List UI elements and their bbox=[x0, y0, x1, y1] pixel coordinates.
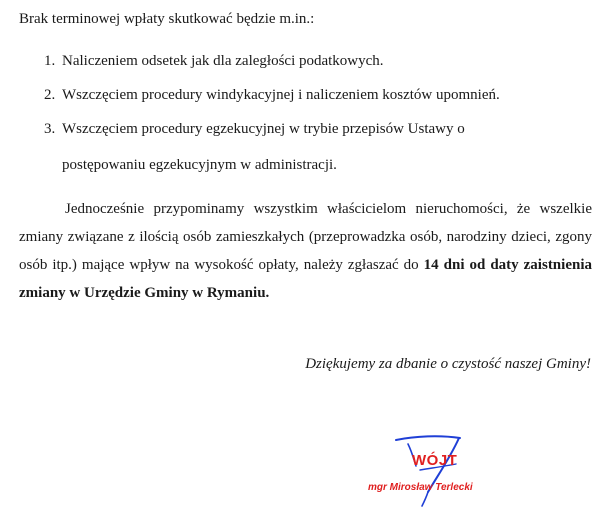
reminder-deadline: 14 dni od daty zaistnienia zmiany w Urzędzie Gminy w Rymaniu. bbox=[19, 257, 592, 301]
list-item bbox=[0, 120, 603, 174]
reminder-paragraph bbox=[19, 195, 592, 307]
list-text-continuation: postępowaniu egzekucyjnym w administracji. bbox=[62, 157, 337, 173]
intro-text: Brak terminowej wpłaty skutkować będzie m.in.: bbox=[19, 11, 315, 27]
reminder-text: Jednocześnie przypominamy wszystkim właścicielom nieruchomości, że wszelkie zmiany związane z ilością osób zamieszkałych (przeprowadzka osób, narodziny dzieci, zgony osób itp.) mające wpływ na wysokość opłaty, należy zgłaszać do bbox=[19, 201, 592, 273]
list-number: 2. bbox=[44, 87, 56, 103]
consequences-list bbox=[0, 52, 603, 190]
thanks-note: Dziękujemy za dbanie o czystość naszej Gminy! bbox=[305, 356, 591, 372]
list-text: Wszczęciem procedury egzekucyjnej w trybie przepisów Ustawy o bbox=[62, 121, 465, 137]
list-text: Naliczeniem odsetek jak dla zaległości podatkowych. bbox=[62, 53, 384, 69]
list-item bbox=[0, 52, 603, 70]
stamp-title: WÓJT bbox=[412, 452, 458, 469]
list-number: 3. bbox=[44, 121, 56, 137]
handwritten-signature bbox=[360, 430, 520, 508]
list-text: Wszczęciem procedury windykacyjnej i naliczeniem kosztów upomnień. bbox=[62, 87, 500, 103]
signature-stamp bbox=[360, 430, 520, 508]
stamp-name: mgr Mirosław Terlecki bbox=[368, 482, 473, 493]
list-number: 1. bbox=[44, 53, 56, 69]
list-item bbox=[0, 86, 603, 104]
